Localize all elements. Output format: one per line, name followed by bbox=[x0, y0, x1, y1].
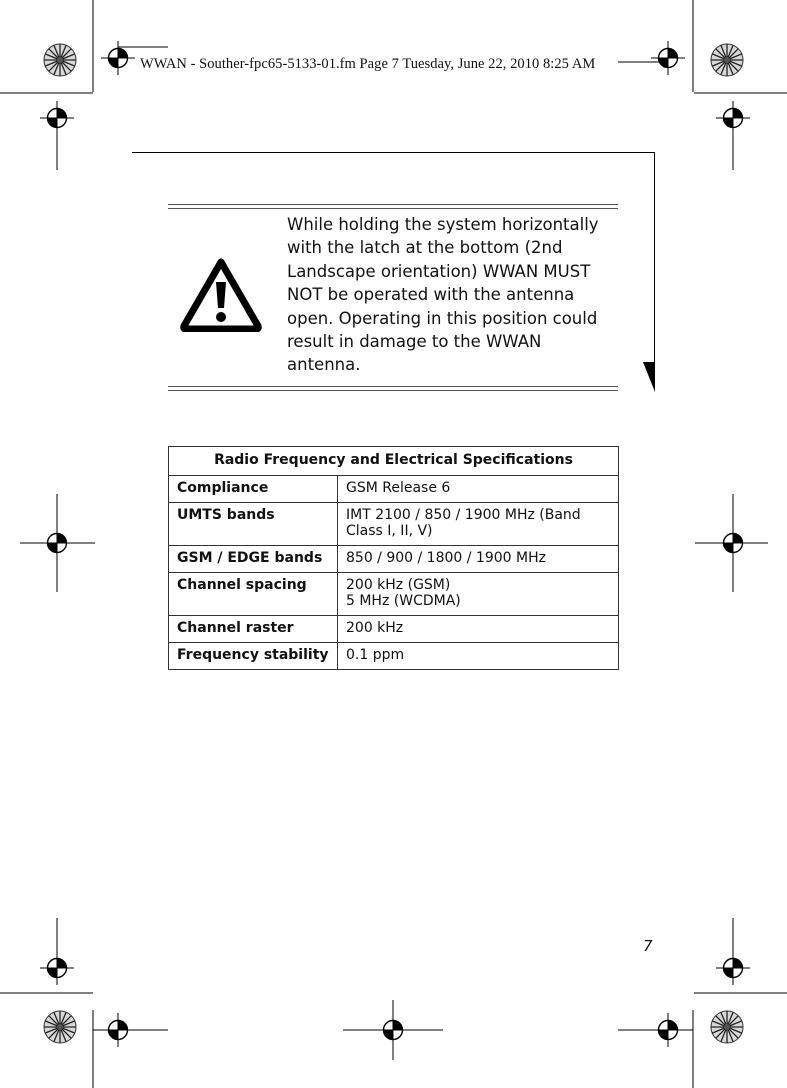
row-label: Compliance bbox=[169, 476, 338, 503]
row-label: Frequency stability bbox=[169, 643, 338, 670]
row-value: GSM Release 6 bbox=[338, 476, 619, 503]
frame-top-rule bbox=[132, 152, 655, 153]
table-row bbox=[169, 546, 619, 573]
file-info-header: WWAN - Souther-fpc65-5133-01.fm Page 7 Tuesday, June 22, 2010 8:25 AM bbox=[140, 56, 596, 72]
row-label: Channel raster bbox=[169, 616, 338, 643]
row-label: UMTS bands bbox=[169, 503, 338, 546]
table-row bbox=[169, 643, 619, 670]
frame-corner-triangle bbox=[643, 362, 656, 392]
warning-top-rule-2 bbox=[168, 208, 618, 209]
warning-bottom-rule bbox=[168, 386, 618, 387]
table-row bbox=[169, 573, 619, 616]
warning-bottom-rule-2 bbox=[168, 390, 618, 391]
warning-top-rule bbox=[168, 204, 618, 205]
table-row bbox=[169, 476, 619, 503]
row-value: 200 kHz bbox=[338, 616, 619, 643]
row-value-line-2: 5 MHz (WCDMA) bbox=[346, 593, 461, 609]
rf-spec-table bbox=[168, 446, 619, 670]
warning-icon bbox=[180, 258, 262, 336]
row-value bbox=[338, 573, 619, 616]
table-title-row bbox=[169, 447, 619, 476]
row-value: IMT 2100 / 850 / 1900 MHz (Band Class I, II, V) bbox=[338, 503, 619, 546]
row-label: GSM / EDGE bands bbox=[169, 546, 338, 573]
table-title: Radio Frequency and Electrical Specifications bbox=[169, 447, 619, 476]
frame-right-rule bbox=[654, 152, 655, 362]
table-row bbox=[169, 503, 619, 546]
row-value: 0.1 ppm bbox=[338, 643, 619, 670]
row-value: 850 / 900 / 1800 / 1900 MHz bbox=[338, 546, 619, 573]
table-row bbox=[169, 616, 619, 643]
page-number: 7 bbox=[643, 937, 653, 955]
row-value-line-1: 200 kHz (GSM) bbox=[346, 577, 451, 593]
row-label: Channel spacing bbox=[169, 573, 338, 616]
warning-text: While holding the system horizontally with the latch at the bottom (2nd Landscape orientation) WWAN MUST NOT be operated with the antenna open. Operating in this position could result in damage to the WWAN antenna. bbox=[287, 215, 599, 375]
